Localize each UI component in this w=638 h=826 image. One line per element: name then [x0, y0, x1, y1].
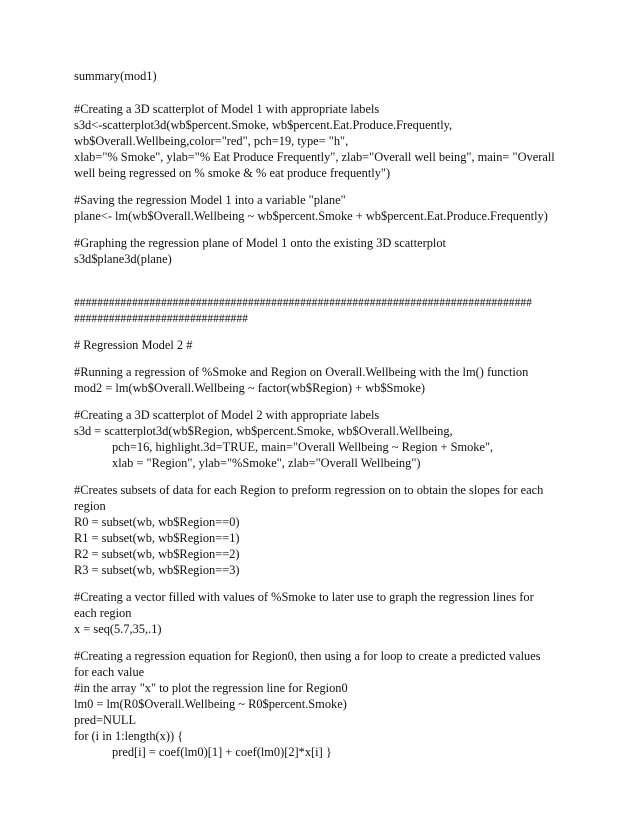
code-line: R1 = subset(wb, wb$Region==1) — [74, 531, 240, 545]
comment-line: #Creating a 3D scatterplot of Model 1 with appropriate labels — [74, 102, 380, 116]
comment-line: for each value — [74, 665, 145, 679]
code-line: R0 = subset(wb, wb$Region==0) — [74, 515, 240, 529]
section-heading: # Regression Model 2 # — [74, 338, 193, 352]
code-line: wb$Overall.Wellbeing,color="red", pch=19, type= "h", — [74, 134, 349, 148]
code-line: pch=16, highlight.3d=TRUE, main="Overall Wellbeing ~ Region + Smoke", — [112, 440, 494, 454]
code-line: pred[i] = coef(lm0)[1] + coef(lm0)[2]*x[i] } — [112, 745, 332, 759]
code-line: R3 = subset(wb, wb$Region==3) — [74, 563, 240, 577]
separator-line: ############################################################################### — [74, 296, 532, 309]
code-line: R2 = subset(wb, wb$Region==2) — [74, 547, 240, 561]
code-line: plane<- lm(wb$Overall.Wellbeing ~ wb$percent.Smoke + wb$percent.Eat.Produce.Frequently) — [74, 209, 548, 223]
comment-line: #Creating a vector filled with values of %Smoke to later use to graph the regression lines for — [74, 590, 534, 604]
code-line: pred=NULL — [74, 713, 137, 727]
code-line: lm0 = lm(R0$Overall.Wellbeing ~ R0$percent.Smoke) — [74, 697, 347, 711]
code-line: x = seq(5.7,35,.1) — [74, 622, 162, 636]
comment-line: #Running a regression of %Smoke and Region on Overall.Wellbeing with the lm() function — [74, 365, 529, 379]
comment-line: #Creating a regression equation for Region0, then using a for loop to create a predicted values — [74, 649, 541, 663]
code-line: xlab = "Region", ylab="%Smoke", zlab="Overall Wellbeing") — [112, 456, 421, 470]
comment-line: #Graphing the regression plane of Model 1 onto the existing 3D scatterplot — [74, 236, 446, 250]
code-line: s3d<-scatterplot3d(wb$percent.Smoke, wb$percent.Eat.Produce.Frequently, — [74, 118, 453, 132]
comment-line: #Creating a 3D scatterplot of Model 2 with appropriate labels — [74, 408, 380, 422]
comment-line: #in the array "x" to plot the regression line for Region0 — [74, 681, 348, 695]
comment-line: each region — [74, 606, 132, 620]
comment-line: region — [74, 499, 106, 513]
code-line: xlab="% Smoke", ylab="% Eat Produce Frequently", zlab="Overall well being", main= "Overall — [74, 150, 555, 164]
code-line: s3d$plane3d(plane) — [74, 252, 172, 266]
comment-line: #Creates subsets of data for each Region to preform regression on to obtain the slopes for each — [74, 483, 544, 497]
separator-line: ############################## — [74, 312, 248, 325]
code-line: s3d = scatterplot3d(wb$Region, wb$percent.Smoke, wb$Overall.Wellbeing, — [74, 424, 453, 438]
code-line: for (i in 1:length(x)) { — [74, 729, 184, 743]
code-line: mod2 = lm(wb$Overall.Wellbeing ~ factor(wb$Region) + wb$Smoke) — [74, 381, 426, 395]
code-line: well being regressed on % smoke & % eat produce frequently") — [74, 166, 391, 180]
code-line: summary(mod1) — [74, 69, 157, 83]
comment-line: #Saving the regression Model 1 into a variable "plane" — [74, 193, 346, 207]
